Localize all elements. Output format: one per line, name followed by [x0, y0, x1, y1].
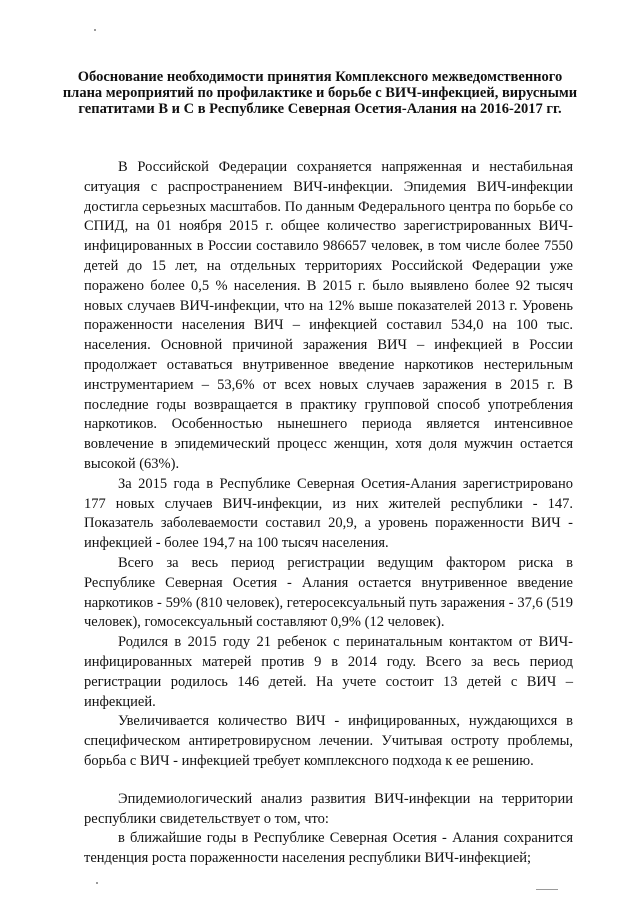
document-body: [84, 158, 573, 869]
paragraph-epidemiological-analysis: Эпидемиологический анализ развития ВИЧ-инфекции на территории республики свидетельствует о том, что:: [84, 790, 573, 827]
paragraph-gap: [84, 772, 573, 790]
paragraph-federation-situation: В Российской Федерации сохраняется напряженная и нестабильная ситуация с распространением ВИЧ-инфекции. Эпидемия ВИЧ-инфекции достигла серьезных масштабов. По данным Федерального центра по борьбе со СПИД, на 01 ноября 2015 г. общее количество зарегистрированных ВИЧ-инфицированных в России составило 986657 человек, в том числе более 7550 детей до 15 лет, на отдельных территориях Российской Федерации уже поражено более 0,5 % населения. В 2015 г. было выявлено более 92 тысяч новых случаев ВИЧ-инфекции, что на 12% выше показателей 2013 г. Уровень пораженности населения ВИЧ – инфекцией составил 534,0 на 100 тыс. населения. Основной причиной заражения ВИЧ – инфекцией в России продолжает оставаться внутривенное введение наркотиков нестерильным инструментарием – 53,6% от всех новых случаев заражения в 2015 г. В последние годы возвращается в практику групповой способ употребления наркотиков. Особенностью нынешнего периода является интенсивное вовлечение в эпидемический процесс женщин, хотя доля мужчин остается высокой (63%).: [84, 159, 573, 472]
paragraph-perinatal-contact: Родился в 2015 году 21 ребенок с перинатальным контактом от ВИЧ-инфицированных матерей против 9 в 2014 году. Всего за весь период регистрации родилось 146 детей. На учете состоит 13 детей с ВИЧ – инфекцией.: [84, 634, 573, 710]
paragraph-forecast-item: в ближайшие годы в Республике Северная Осетия - Алания сохранится тенденция роста пораженности населения республики ВИЧ-инфекцией;: [84, 830, 573, 867]
document-title: Обоснование необходимости принятия Комплексного межведомственного плана мероприятий по профилактике и борьбе с ВИЧ-инфекцией, вирусными гепатитами В и С в Республике Северная Осетия-Алания на 2016-2017 гг.: [62, 69, 578, 118]
paragraph-republic-2015: За 2015 года в Республике Северная Осетия-Алания зарегистрировано 177 новых случаев ВИЧ-инфекции, из них жителей республики - 147. Показатель заболеваемости составил 20,9, а уровень пораженности ВИЧ - инфекцией - более 194,7 на 100 тысяч населения.: [84, 475, 573, 552]
paragraph-risk-factors: Всего за весь период регистрации ведущим фактором риска в Республике Северная Осетия - Алания остается внутривенное введение наркотиков - 59% (810 человек), гетеросексуальный путь заражения - 37,6 (519 человек), гомосексуальный составляют 0,9% (12 человек).: [84, 554, 573, 631]
scan-speck: [94, 29, 96, 31]
scan-speck: [536, 889, 558, 890]
scan-speck: [96, 882, 98, 884]
paragraph-treatment-need: Увеличивается количество ВИЧ - инфицированных, нуждающихся в специфическом антиретровирусном лечении. Учитывая остроту проблемы, борьба с ВИЧ - инфекцией требует комплексного подхода к ее решению.: [84, 713, 573, 769]
